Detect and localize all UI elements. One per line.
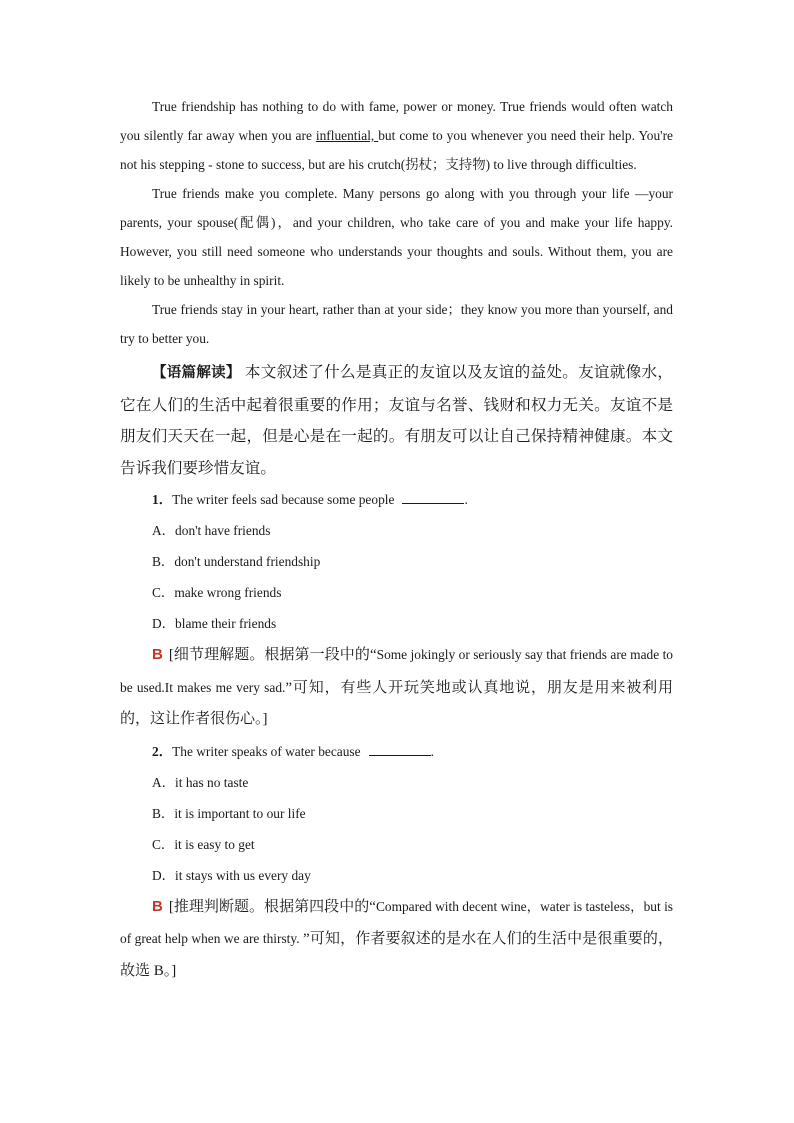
option-a: A．it has no taste xyxy=(152,774,249,790)
option-a: A．don't have friends xyxy=(152,523,271,538)
option-d: D．it stays with us every day xyxy=(152,867,311,883)
question-1 xyxy=(120,484,673,515)
document-page xyxy=(120,92,673,987)
question-end: . xyxy=(464,492,468,507)
explanation-text: [细节理解题。根据第一段中的“ xyxy=(168,647,377,663)
explanation-quote: Compared with decent wine，water is tasteless，but is of great help when we are thirsty. xyxy=(120,898,674,946)
answer-letter: B xyxy=(152,897,163,915)
analysis-tag: 【语篇解读】 xyxy=(152,365,241,381)
question-stem: The writer speaks of water because xyxy=(172,743,361,759)
passage-analysis xyxy=(120,357,673,484)
passage-text: True friendship has nothing to do with fame, power or money. True friends would often watch you silently far away when you are xyxy=(120,99,673,143)
question-number: 1． xyxy=(152,492,173,507)
question-stem: The writer feels sad because some people xyxy=(172,492,395,507)
passage-text: but come to you whenever you need their help. You're not his stepping - stone to success, but are his crutch(拐杖；支持物) to live through difficulties. xyxy=(120,128,673,172)
explanation-text: ”可知，有些人开玩笑地或认真地说，朋友是用来被利用的，这让作者很伤心。] xyxy=(120,679,673,727)
question-2 xyxy=(120,736,673,767)
explanation-text: [推理判断题。根据第四段中的“ xyxy=(168,898,376,915)
question-number: 2． xyxy=(152,743,173,759)
answer-blank xyxy=(369,743,431,756)
option-b: B．don't understand friendship xyxy=(152,554,321,569)
option-b: B．it is important to our life xyxy=(152,805,306,821)
explanation-text: ”可知，作者要叙述的是水在人们的生活中是很重要的，故选 B。] xyxy=(120,931,673,979)
underlined-word: influential, xyxy=(315,128,379,143)
answer-blank xyxy=(402,491,464,504)
option-c: C．it is easy to get xyxy=(152,836,255,852)
passage-paragraph-3: True friends stay in your heart, rather than at your side；they know you more than yourself, and try to better you. xyxy=(120,302,673,346)
passage-paragraph-2: True friends make you complete. Many persons go along with you through your life —your parents, your spouse(配偶)，and your children, who take care of you and make your life happy. However, you still need someone who understands your thoughts and souls. Without them, you are likely to be unhealthy in spirit. xyxy=(120,186,673,288)
passage-paragraph-1 xyxy=(120,92,673,179)
question-end: . xyxy=(430,743,434,759)
answer-letter: B xyxy=(152,646,163,663)
analysis-text: 本文叙述了什么是真正的友谊以及友谊的益处。友谊就像水，它在人们的生活中起着很重要的作用；友谊与名誉、钱财和权力无关。友谊不是朋友们天天在一起，但是心是在一起的。有朋友可以让自己保持精神健康。本文告诉我们要珍惜友谊。 xyxy=(120,364,674,477)
option-c: C．make wrong friends xyxy=(152,585,282,600)
answer-explanation-2 xyxy=(120,891,673,988)
explanation-quote: Some jokingly or seriously say that friends are made to be used.It makes me very sad. xyxy=(120,647,673,695)
option-d: D．blame their friends xyxy=(152,616,277,631)
answer-explanation-1 xyxy=(120,639,673,736)
